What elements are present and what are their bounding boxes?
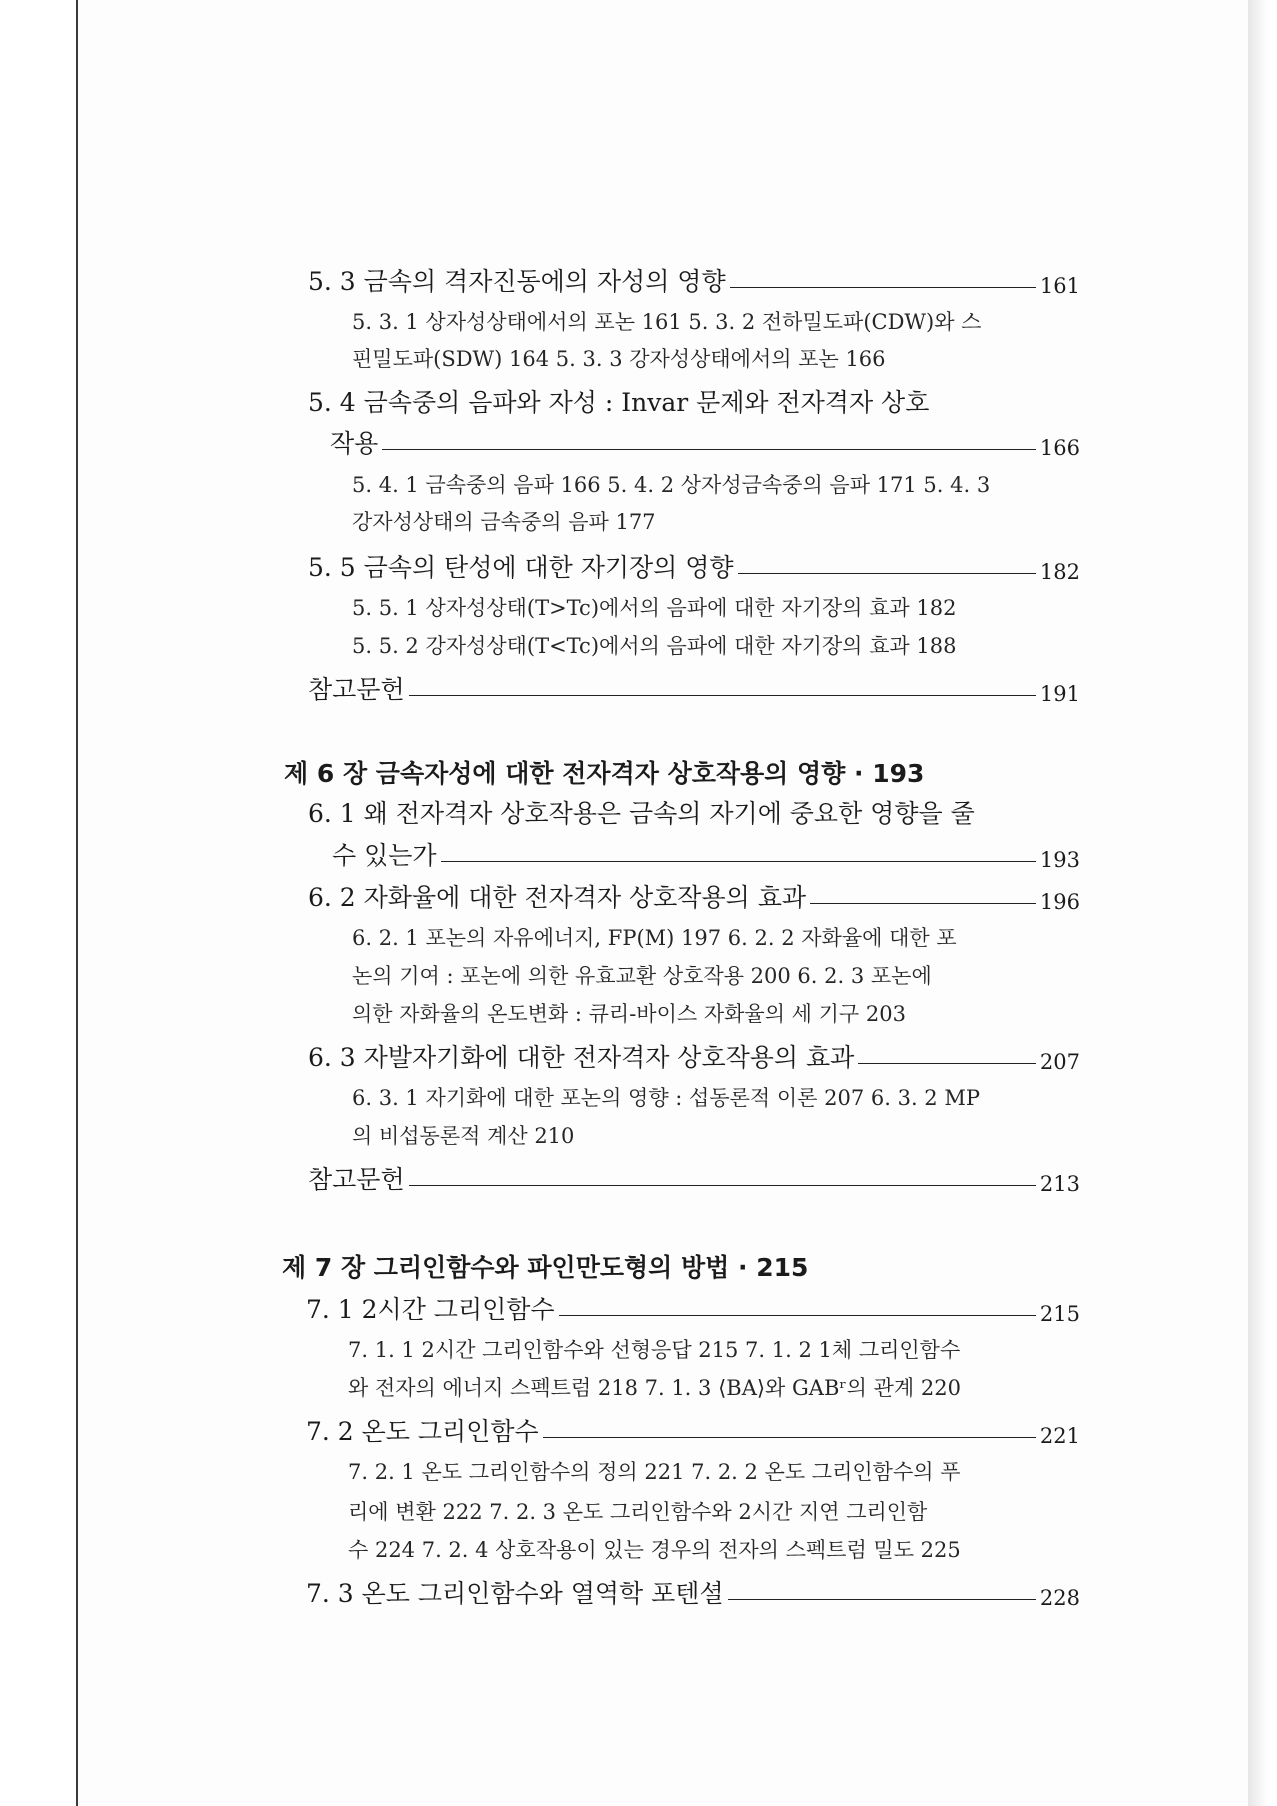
subentry-text: 논의 기여 : 포논에 의한 유효교환 상호작용 200 6. 2. 3 포논에 — [352, 964, 932, 988]
subentry-text: 5. 4. 1 금속중의 음파 166 5. 4. 2 상자성금속중의 음파 171 5. 4. 3 — [352, 473, 991, 497]
subentry-text: 의 비섭동론적 계산 210 — [352, 1124, 575, 1148]
page-number: 161 — [1039, 274, 1080, 298]
dot-leader — [441, 861, 1036, 862]
toc-subentry-6-2-text-cont2 — [352, 998, 906, 1028]
dot-leader — [728, 1599, 1036, 1600]
subentry-text: 5. 3. 1 상자성상태에서의 포논 161 5. 3. 2 전하밀도파(CDW)와 스 — [352, 310, 982, 334]
toc-subentry-7-2-text-cont2 — [348, 1534, 961, 1564]
subentry-text: 7. 1. 1 2시간 그리인함수와 선형응답 215 7. 1. 2 1체 그리인함수 — [348, 1338, 961, 1362]
entry-title: 7. 1 2시간 그리인함수 — [306, 1295, 555, 1324]
toc-references-ch6 — [308, 1160, 1080, 1196]
dot-leader — [858, 1063, 1036, 1064]
dot-leader — [559, 1315, 1036, 1316]
entry-title: 작용 — [330, 429, 379, 458]
toc-subentry-7-1-text — [348, 1334, 960, 1364]
dot-leader — [382, 449, 1036, 450]
subentry-text: 5. 5. 2 강자성상태(T<Tc)에서의 음파에 대한 자기장의 효과 188 — [352, 634, 957, 658]
dot-leader — [810, 903, 1036, 904]
dot-leader — [543, 1437, 1036, 1438]
page-number: 207 — [1039, 1050, 1080, 1074]
page-number: 166 — [1039, 436, 1080, 460]
dot-leader — [730, 287, 1036, 288]
toc-subentry-5-5-2 — [352, 630, 956, 660]
entry-title: 6. 2 자화율에 대한 전자격자 상호작용의 효과 — [308, 883, 806, 912]
chapter-title: 제 7 장 그리인함수와 파인만도형의 방법 · 215 — [282, 1253, 809, 1282]
toc-entry-5-5 — [308, 548, 1080, 584]
entry-title: 참고문헌 — [308, 675, 405, 704]
toc-subentry-6-2-text — [352, 922, 957, 952]
toc-entry-5-4 — [308, 383, 929, 419]
dot-leader — [409, 695, 1036, 696]
subentry-text: 5. 5. 1 상자성상태(T>Tc)에서의 음파에 대한 자기장의 효과 182 — [352, 596, 957, 620]
entry-title: 6. 3 자발자기화에 대한 전자격자 상호작용의 효과 — [308, 1043, 855, 1072]
subentry-text: 핀밀도파(SDW) 164 5. 3. 3 강자성상태에서의 포논 166 — [352, 347, 886, 371]
toc-subentry-6-2-text-cont — [352, 960, 932, 990]
subentry-text: 의한 자화율의 온도변화 : 큐리-바이스 자화율의 세 기구 203 — [352, 1002, 906, 1026]
toc-entry-7-3 — [306, 1574, 1080, 1610]
entry-title: 5. 4 금속중의 음파와 자성 : Invar 문제와 전자격자 상호 — [308, 388, 930, 417]
entry-title: 5. 3 금속의 격자진동에의 자성의 영향 — [308, 267, 726, 296]
toc-subentry-5-5-1 — [352, 592, 956, 622]
entry-title: 참고문헌 — [308, 1165, 405, 1194]
toc-entry-5-4-cont — [330, 424, 1080, 460]
toc-subentry-5-3-text — [352, 306, 981, 336]
page-number: 196 — [1039, 890, 1080, 914]
page-number: 182 — [1039, 560, 1080, 584]
toc-subentry-6-3-text-cont — [352, 1120, 574, 1150]
subentry-text: 강자성상태의 금속중의 음파 177 — [352, 510, 656, 534]
entry-title: 7. 3 온도 그리인함수와 열역학 포텐셜 — [306, 1579, 724, 1608]
toc-subentry-7-2-text-cont — [348, 1496, 927, 1526]
toc-subentry-5-4-text — [352, 469, 990, 499]
toc-entry-6-1-cont — [332, 836, 1080, 872]
page-number: 213 — [1039, 1172, 1080, 1196]
chapter-title: 제 6 장 금속자성에 대한 전자격자 상호작용의 영향 · 193 — [284, 759, 925, 788]
subentry-text: 와 전자의 에너지 스펙트럼 218 7. 1. 3 ⟨BA⟩와 GABʳ의 관계 220 — [348, 1376, 961, 1400]
page-number: 221 — [1039, 1424, 1080, 1448]
entry-title: 수 있는가 — [332, 841, 437, 870]
entry-title: 7. 2 온도 그리인함수 — [306, 1417, 539, 1446]
entry-title: 5. 5 금속의 탄성에 대한 자기장의 영향 — [308, 553, 734, 582]
page-number: 193 — [1039, 848, 1080, 872]
toc-entry-5-3 — [308, 262, 1080, 298]
subentry-text: 6. 3. 1 자기화에 대한 포논의 영향 : 섭동론적 이론 207 6. 3. 2 MP — [352, 1086, 980, 1110]
dot-leader — [738, 573, 1036, 574]
toc-entry-6-3 — [308, 1038, 1080, 1074]
page-number: 228 — [1039, 1586, 1080, 1610]
toc-entry-6-2 — [308, 878, 1080, 914]
dot-leader — [409, 1185, 1036, 1186]
subentry-text: 수 224 7. 2. 4 상호작용이 있는 경우의 전자의 스펙트럼 밀도 225 — [348, 1538, 961, 1562]
page-number: 191 — [1039, 682, 1080, 706]
subentry-text: 7. 2. 1 온도 그리인함수의 정의 221 7. 2. 2 온도 그리인함수의 푸 — [348, 1460, 961, 1484]
chapter-7-heading — [282, 1248, 808, 1284]
toc-entry-7-1 — [306, 1290, 1080, 1326]
toc-entry-7-2 — [306, 1412, 1080, 1448]
chapter-6-heading — [284, 754, 924, 790]
subentry-text: 6. 2. 1 포논의 자유에너지, FP(M) 197 6. 2. 2 자화율에 대한 포 — [352, 926, 957, 950]
toc-subentry-7-1-text-cont — [348, 1372, 961, 1402]
subentry-text: 리에 변환 222 7. 2. 3 온도 그리인함수와 2시간 지연 그리인함 — [348, 1500, 928, 1524]
toc-subentry-5-3-text-cont — [352, 343, 886, 373]
toc-entry-6-1 — [308, 794, 975, 830]
entry-title: 6. 1 왜 전자격자 상호작용은 금속의 자기에 중요한 영향을 줄 — [308, 799, 975, 828]
toc-subentry-7-2-text — [348, 1456, 961, 1486]
page-number: 215 — [1039, 1302, 1080, 1326]
toc-references-ch5 — [308, 670, 1080, 706]
toc-subentry-6-3-text — [352, 1082, 980, 1112]
toc-subentry-5-4-text-cont — [352, 506, 656, 536]
